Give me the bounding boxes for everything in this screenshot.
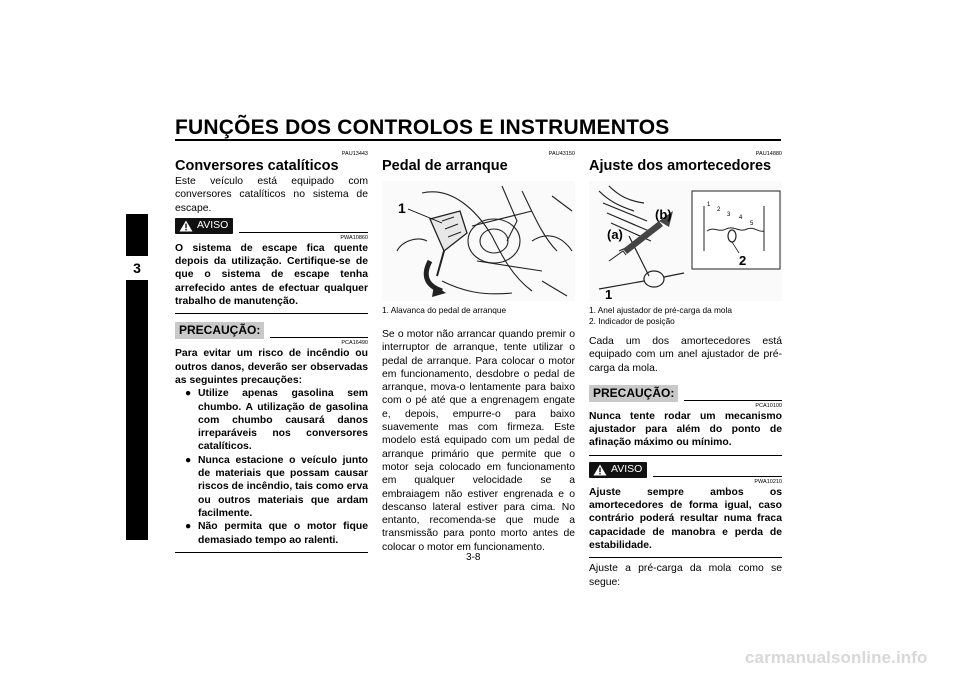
intro-text: Este veículo está equipado com conversores catalíticos no sistema de escape. [175,176,368,214]
label-b: (b) [655,207,672,222]
bullet-item: ● Nunca estacione o veículo junto de materiais que possam causar riscos de incêndio, tais como erva ou outros materiais que ardam facilmente. [185,454,368,519]
warning-label: AVISO [197,219,229,232]
heading-shock-absorbers: Ajuste dos amortecedores [589,158,772,174]
scale-5: 5 [750,221,754,227]
page-number: 3-8 [466,552,481,563]
scale-2: 2 [717,207,721,213]
figure-callout-1: 1 [398,200,406,216]
warning-label: AVISO [611,463,643,476]
closing-text: Ajuste a pré-carga da mola como se segue: [589,563,782,588]
scale-4: 4 [739,215,743,221]
warning-text: Ajuste sempre ambos os amortecedores de forma igual, caso contrário poderá resultar numa fraca capacidade de manobra e perda de estabilidade. [589,486,782,551]
figure-caption-1: 1. Anel ajustador de pré-carga da mola [589,305,732,315]
label-2: 2 [739,253,747,268]
title-rule [175,139,781,141]
warning-rule [239,232,368,233]
caution-header [175,322,368,339]
warning-badge [589,462,647,478]
warning-code: PWA10860 [340,234,368,241]
warning-triangle-icon [179,220,193,232]
kickstarter-figure [382,181,575,301]
bullet-icon: ● [185,388,192,400]
figure-caption: 1. Alavanca do pedal de arranque [382,305,507,315]
bullet-item: ● Utilize apenas gasolina sem chumbo. A utilização de gasolina com chumbo causará danos irreparáveis nos conversores catalíticos. [185,388,368,453]
shock-body: Cada um dos amortecedores está equipado com um anel ajustador de pré-carga da mola. [589,336,782,374]
warning-text: O sistema de escape fica quente depois da utilização. Certifique-se de que o sistema de escape tenha arrefecido antes de efectuar qualquer trabalho de manutenção. [175,242,368,308]
kickstarter-body: Se o motor não arrancar quando premir o interruptor de arranque, tente utilizar o pedal de arranque. Para colocar o motor em funcionamento, desdobre o pedal de arranque, mova-o lentamente para baixo com o pé até que a engrenagem engate e, depois, empurre-o para baixo suavemente mas com firmeza. Este modelo está equipado com um pedal de arranque primário que permite que o motor seja colocado em funcionamento em qualquer velocidade se a embraiagem não estiver engrenada e o descanso lateral estiver para cima. No entanto, recomenda-se que mude a transmissão para ponto morto antes de colocar o motor em funcionamento. [382,329,575,553]
figure-caption-2: 2. Indicador de posição [589,316,675,326]
bullet-icon: ● [185,454,192,466]
column-catalytic [175,150,368,553]
scale-1: 1 [707,202,711,208]
caution-header [589,385,782,402]
caution-rule [684,400,782,401]
warning-end-rule [589,557,782,558]
bullet-item: ● Não permita que o motor fique demasiado tempo ao ralenti. [185,521,368,546]
page-title: FUNÇÕES DOS CONTROLOS E INSTRUMENTOS [175,116,670,139]
caution-code: PCA16490 [341,340,368,347]
heading-kickstarter: Pedal de arranque [382,158,508,174]
label-a: (a) [607,227,623,242]
chapter-tab: 3 [126,256,148,280]
section-code: PAU43150 [548,151,575,157]
bullet-icon: ● [185,521,192,533]
column-kickstarter [382,150,575,554]
label-1: 1 [605,287,613,301]
caution-rule [270,337,368,338]
warning-code: PWA10210 [754,478,782,485]
section-code: PAU13443 [341,151,368,157]
warning-triangle-icon [593,464,607,476]
column-shock-absorbers [589,150,782,589]
caution-end-rule [175,552,368,553]
warning-badge [175,218,233,234]
heading-catalytic: Conversores catalíticos [175,158,339,174]
section-code: PAU14880 [755,151,782,157]
scale-3: 3 [727,212,731,218]
warning-header [589,462,782,478]
caution-text: Para evitar um risco de incêndio ou outros danos, deverão ser observadas as seguintes precauções: [175,348,368,386]
caution-badge: PRECAUÇÃO: [175,322,264,339]
caution-badge: PRECAUÇÃO: [589,385,678,402]
warning-rule [653,476,782,477]
caution-end-rule [589,455,782,456]
caution-text: Nunca tente rodar um mecanismo ajustador para além do ponto de afinação máximo ou mínimo. [589,410,782,449]
warning-end-rule [175,313,368,314]
watermark: carmanualsonline.info [745,648,928,667]
shock-absorber-figure [589,181,782,301]
caution-code: PCA10100 [755,402,782,409]
warning-header [175,218,368,234]
